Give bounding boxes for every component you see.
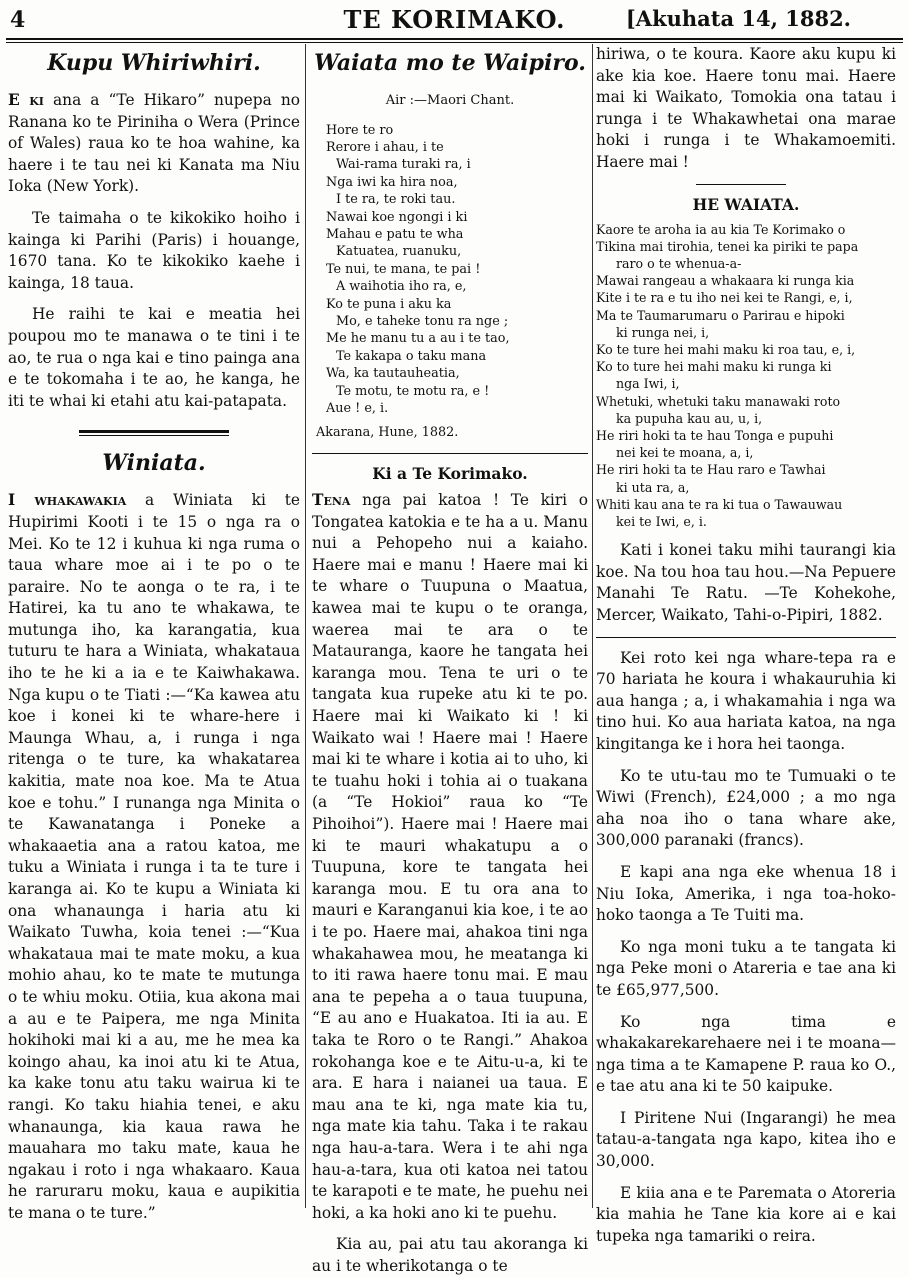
- winiata-heading: Winiata.: [102, 450, 206, 477]
- paragraph-text: a Winiata ki te Hupirimi Kooti i te 15 o nga ra o Mei. Ko te 12 i kuhua ki nga ruma o taua whare moe ai i te po o te paraire. No te aonga o te ra, i te Hatirei, ka tu ano te whakawa, te mutunga iho, ka karangatia, kua tuturu te hara a Winiata, whakataua iho te he ki a ia e te Kaiwhakawa. Nga kupu o te Tiati :—“Ka kawea atu koe i konei ki te whare-here i Maunga Whau, a, i runga i nga ritenga o te ture, ka whakatarea kakitia, mate noa koe. Ma te Atua koe e tohu.” I runanga nga Minita o te Kawanatanga i Poneke a whakaaetia ana a ratou katoa, me tuku a Winiata i runga i ta te ture i karanga ai. Ko te kupu a Winiata ki ona whanaunga i haria atu ki Waikato Tuwha, koia tenei :—“Kua whakataua mai te mate moku, a kua mohio ahau, ko te mate te mutunga o te whiu moku. Otiia, kua akona mai a au e te Paipera, me nga Minita hokihoki mai ki a au, me he mea ka koingo ahau, ka inoi atu ki te Atua, ka kake tonu atu taku wairua ki te rangi. Ko taku hiahia tenei, e aku whanaunga, kia kaua rawa he mauahara mo taku mate, kaua he ngakau i roto i nga whakaaro. Kaua he raruraru moku, kaua e aupikitia te mana o te ture.”: [8, 491, 300, 1222]
- song-line: kei te Iwi, e, i.: [616, 514, 707, 530]
- song-line: ka pupuha kau au, u, i,: [616, 410, 763, 426]
- poem-line: Me he manu tu a au i te tao,: [326, 331, 510, 347]
- poem-line: Hore te ro: [326, 122, 394, 138]
- news-item: Ko nga moni tuku a te tangata ki nga Peke moni o Atareria e tae ana ki te £65,977,500.: [596, 937, 896, 999]
- divider: [596, 637, 896, 638]
- poem-line: Aue ! e, i.: [326, 401, 389, 417]
- poem-line: Te kakapa o taku mana: [336, 348, 487, 364]
- poem-line: I te ra, te roki tau.: [336, 192, 456, 208]
- page-number: 4: [10, 7, 26, 33]
- kupu-paragraph: Te taimaha o te kikokiko hoiho i kainga ki Parihi (Paris) i houange, 1670 tana. Ko te kikokiko kaehe i kainga, 18 taua.: [8, 208, 300, 292]
- closing-paragraph: Kati i konei taku mihi taurangi kia koe. Na tou hoa tau hou.—Na Pepuere Manahi Te Ratu. —Te Kohekohe, Mercer, Waikato, Tahi-o-Pipiri, 1882.: [596, 541, 896, 624]
- song-line: Whetuki, whetuki taku manawaki roto: [596, 393, 841, 409]
- masthead-rule: [6, 38, 903, 43]
- song-line: Whiti kau ana te ra ki tua o Tawauwau: [596, 496, 843, 512]
- poem-line: Nawai koe ngongi i ki: [326, 209, 468, 225]
- letter-paragraph: Kia au, pai atu tau akoranga ki au i te wherikotanga o te: [312, 1235, 588, 1275]
- poem-line: Te motu, te motu ra, e !: [336, 383, 490, 399]
- poem-attribution: Akarana, Hune, 1882.: [316, 424, 459, 440]
- news-items: [596, 648, 896, 1248]
- masthead: [6, 0, 903, 36]
- song: [596, 221, 896, 531]
- air-note: Air :—Maori Chant.: [385, 93, 515, 108]
- song-line: Ko to ture hei mahi maku ki runga ki: [596, 359, 832, 375]
- song-line: nga Iwi, i,: [616, 376, 680, 392]
- poem-line: Wa, ka tautauheatia,: [326, 366, 460, 382]
- song-line: nei kei te moana, a, i,: [616, 445, 754, 461]
- newspaper-title: TE KORIMAKO.: [343, 5, 566, 34]
- news-item: E kapi ana nga eke whenua 18 i Niu Ioka, Amerika, i nga toa-hoko-hoko taonga a Te Tuiti ma.: [596, 862, 896, 925]
- continued-paragraph: hiriwa, o te koura. Kaore aku kupu ki ake kia koe. Haere tonu mai. Haere mai ki Waikato, Tomokia ona tatau i runga i te Whakawhetai ona marae hoki i runga i te Whakamoemiti. Haere mai !: [596, 45, 896, 171]
- poem-line: Ko te puna i aku ka: [326, 296, 452, 312]
- song-heading: HE WAIATA.: [692, 194, 800, 214]
- poem: [312, 122, 588, 418]
- section-separator: [79, 430, 229, 436]
- column-divider: [592, 44, 593, 1208]
- column-1: [8, 44, 301, 1222]
- poem-line: Rerore i ahau, i te: [326, 140, 444, 155]
- poem-line: Mo, e taheke tonu ra nge ;: [336, 314, 509, 330]
- divider: [312, 453, 588, 454]
- drop-lead: E ki: [8, 91, 44, 109]
- kupu-paragraph: He raihi te kai e meatia hei poupou mo te manawa o te tini i te ao, te rua o nga kai e tino painga ana e te tokomaha i te ao, he kanga, he iti te whai ki etahi atu kai-patapata.: [8, 305, 300, 410]
- drop-lead: Tena: [312, 491, 351, 510]
- letter-heading: Ki a Te Korimako.: [372, 464, 528, 484]
- song-line: Tikina mai tirohia, tenei ka piriki te papa: [596, 238, 859, 254]
- song-line: ki uta ra, a,: [616, 479, 690, 495]
- issue-date: [Akuhata 14, 1882.: [625, 6, 851, 31]
- column-3: [596, 44, 896, 1245]
- paragraph-text: nga pai katoa ! Te kiri o Tongatea katokia e te ha a u. Manu nui a Pehopeho nui a kaiaho. Haere mai e manu ! Haere mai ki te whare o Tuupuna o Maatua, kawea mai te kupu o te oranga, waerea mai te ara o te Matauranga, kaore he tangata hei karanga mou. Tena te uri o te tangata kua rupeke atu ki te po. Haere mai ki Waikato ki ! ki Waikato wai ! Haere mai ! Haere mai ki te whare i kotia ai to uho, ki te tuahu hoki i tohia ai o tuakana (a “Te Hokioi” raua ko “Te Pihoihoi”). Haere mai ! Haere mai ki te mauri whakatupu a o Tuupuna, kore te tangata hei karanga mou. E tu ora ana to mauri e Karanganui kia koe, i te ao i te po. Haere mai, ahakoa tini nga whakahawea mou, he meatanga ki to iti rawa haere tonu mai. E mau ana te pepeha a o taua tuupuna, “E au ano e Huakatoa. Iti ia au. E taka te Roro o te Rangi.” Ahakoa rokohanga koe e te Aitu-u-a, ki te ara. E hara i naianei ua taua. E mau ana te ki, nga mate kia tu, nga mate kia tahu. Taka i te rakau nga hau-a-tara. Wera i te ahi nga hau-a-tara, kua oti katoa nei tatou te karapoti e te mate, he puehu nei hoki, a ka hoki ano ki te puehu.: [312, 491, 588, 1222]
- song-line: ki runga nei, i,: [616, 324, 710, 340]
- kupu-heading: Kupu Whiriwhiri.: [47, 50, 261, 76]
- song-line: Mawai rangeau a whakaara ki runga kia: [596, 273, 855, 289]
- poem-line: Te nui, te mana, te pai !: [326, 261, 481, 277]
- kupu-paragraph: [8, 90, 300, 198]
- paragraph-text: ana a “Te Hikaro” nupepa no Ranana ko te Piriniha o Wera (Prince of Wales) raua ko te hoa wahine, ka haere i te tau nei ki Kanata ma Niu Ioka (New York).: [8, 91, 301, 196]
- waiata-heading: Waiata mo te Waipiro.: [314, 50, 586, 76]
- poem-line: Nga iwi ka hira noa,: [326, 174, 458, 190]
- song-line: He riri hoki ta te hau Tonga e pupuhi: [596, 428, 834, 443]
- poem-line: A waihotia iho ra, e,: [336, 279, 467, 295]
- letter-paragraph: [312, 490, 588, 1224]
- poem-line: Katuatea, ruanuku,: [336, 244, 462, 260]
- song-line: Kaore te aroha ia au kia Te Korimako o: [596, 221, 846, 237]
- song-line: raro o te whenua-a-: [616, 255, 742, 271]
- song-line: Kite i te ra e tu iho nei kei te Rangi, e, i,: [596, 290, 853, 306]
- divider: [696, 184, 786, 185]
- drop-lead: I whakawakia: [8, 491, 127, 510]
- column-divider: [305, 44, 306, 1208]
- news-item: Ko te utu-tau mo te Tumuaki o te Wiwi (French), £24,000 ; a mo nga aha noa iho o tana whare ake, 300,000 paranaki (francs).: [596, 766, 896, 850]
- song-line: Ma te Taumarumaru o Parirau e hipoki: [596, 307, 845, 323]
- news-item: Ko nga tima e whakakarekarehaere nei i te moana—nga tima a te Kamapene P. raua ko O., e tae atu ana ki te 50 kaipuke.: [596, 1012, 896, 1096]
- song-line: He riri hoki ta te Hau raro e Tawhai: [596, 462, 826, 478]
- winiata-paragraph: [8, 490, 300, 1224]
- news-item: Kei roto kei nga whare-tepa ra e 70 hariata he koura i whakauruhia ki aua hanga ; a, i whakamahia i nga wa tino hui. Ko aua hariata katoa, na nga kingitanga ke i hora hei taonga.: [596, 648, 896, 753]
- poem-line: Wai-rama turaki ra, i: [336, 157, 471, 173]
- news-item: E kiia ana e te Paremata o Atoreria kia mahia he Tane kia kore ai e kai tupeka nga tamariki o reira.: [596, 1183, 896, 1245]
- news-item: I Piritene Nui (Ingarangi) he mea tatau-a-tangata nga kapo, kitea iho e 30,000.: [596, 1108, 896, 1171]
- column-2: [312, 44, 588, 1275]
- poem-line: Mahau e patu te wha: [326, 227, 464, 243]
- song-line: Ko te ture hei mahi maku ki roa tau, e, i,: [596, 341, 856, 357]
